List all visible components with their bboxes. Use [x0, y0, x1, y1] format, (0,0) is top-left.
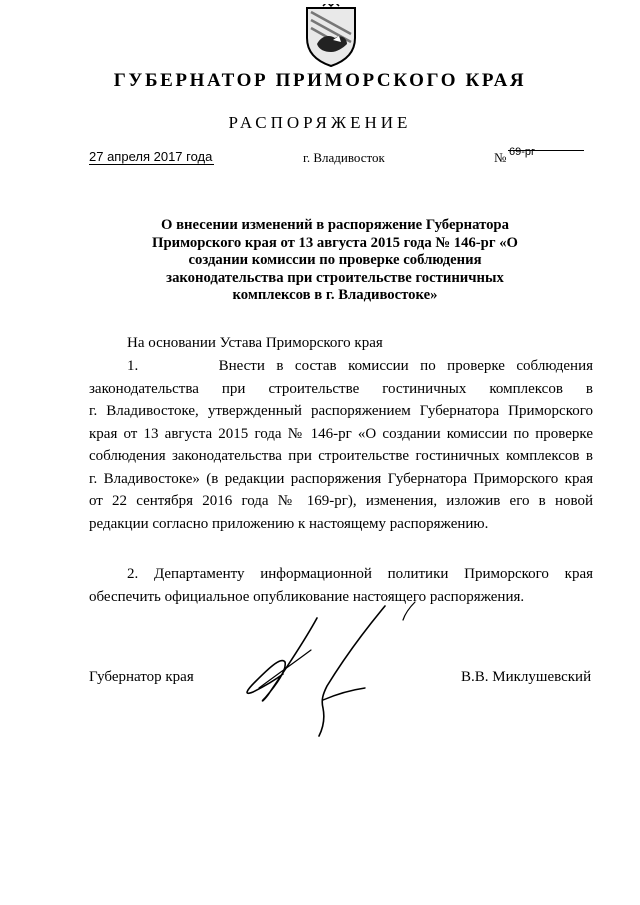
paragraph-line: 1. Внести в состав комиссии по проверке соблюдения — [127, 358, 593, 374]
paragraph-line: редакции согласно приложению к настоящему распоряжению. — [89, 515, 489, 532]
paragraph-line: г. Владивостоке» (в редакции распоряжения Губернатора Приморского края — [89, 470, 593, 487]
paragraph-item-1 — [89, 355, 593, 535]
handwritten-signature-icon — [225, 600, 445, 740]
document-number-field — [508, 146, 584, 158]
basis-line: На основании Устава Приморского края — [127, 335, 383, 351]
document-date: 27 апреля 2017 года — [89, 149, 213, 164]
document-city: г. Владивосток — [303, 150, 385, 165]
paragraph-line: соблюдения законодательства при строительстве гостиничных комплексов в — [89, 448, 593, 464]
org-title: ГУБЕРНАТОР ПРИМОРСКОГО КРАЯ — [113, 70, 527, 91]
document-heading: О внесении изменений в распоряжение Губернатора Приморского края от 13 августа 2015 года № 146-рг «О создании комиссии по проверке соблюдения законодательства при строительстве гостиничных комплексов в г. Владивостоке» — [152, 217, 518, 303]
paragraph-line: г. Владивостоке, утвержденный распоряжением Губернатора Приморского — [89, 403, 593, 419]
number-sign: № — [494, 150, 507, 165]
coat-of-arms-icon — [303, 4, 359, 68]
paragraph-line: 2. Департаменту информационной политики Приморского края — [127, 566, 593, 582]
paragraph-line: от 22 сентября 2016 года № 169-рг), изменения, изложив его в новой — [89, 493, 593, 509]
signatory-name: В.В. Миклушевский — [461, 669, 592, 685]
document-type: РАСПОРЯЖЕНИЕ — [228, 113, 412, 132]
document-number: 69-рг — [509, 146, 536, 158]
paragraph-line: края от 13 августа 2015 года № 146-рг «О создании комиссии по проверке — [89, 425, 593, 442]
paragraph-line: законодательства при строительстве гостиничных комплексов в — [89, 380, 593, 397]
signatory-position: Губернатор края — [89, 669, 194, 685]
paragraph-line: обеспечить официальное опубликование настоящего распоряжения. — [89, 588, 525, 605]
